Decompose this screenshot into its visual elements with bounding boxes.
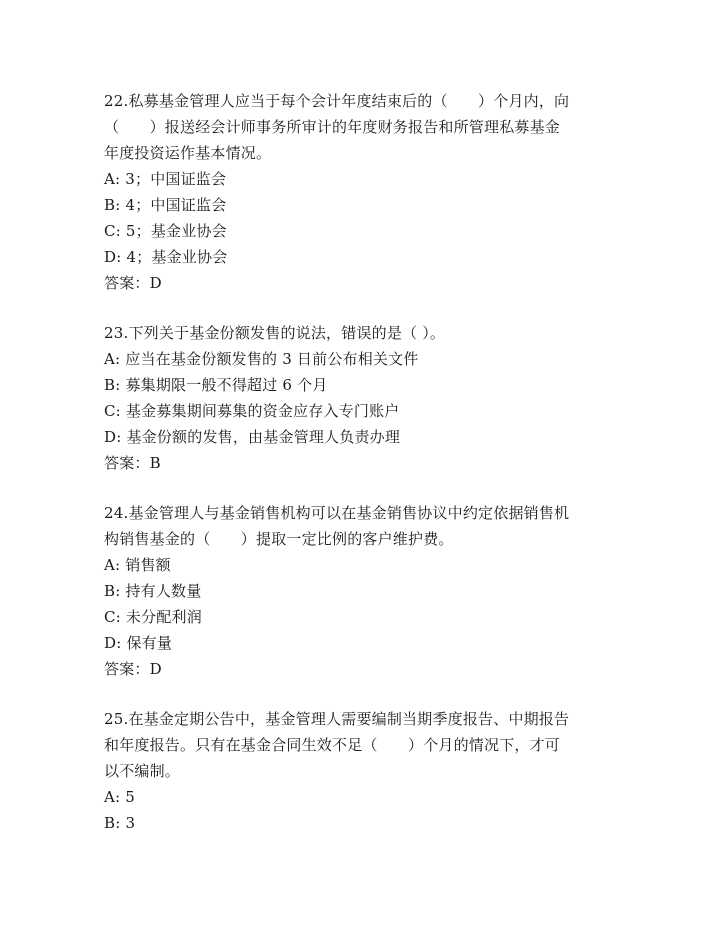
answer: 答案：D	[104, 660, 162, 678]
option-b: B: 4；中国证监会	[104, 196, 227, 214]
question-text-line: 25.在基金定期公告中，基金管理人需要编制当期季度报告、中期报告	[104, 710, 570, 728]
question-text-line: 22.私募基金管理人应当于每个会计年度结束后的（ ）个月内，向	[104, 92, 570, 110]
question-text-line: （ ）报送经会计师事务所审计的年度财务报告和所管理私募基金	[104, 118, 561, 136]
option-a: A: 应当在基金份额发售的 3 日前公布相关文件	[104, 350, 419, 368]
question-text-line: 构销售基金的（ ）提取一定比例的客户维护费。	[104, 530, 454, 548]
answer: 答案：B	[104, 454, 161, 472]
option-d: D: 保有量	[104, 634, 173, 652]
option-c: C: 未分配利润	[104, 608, 202, 626]
option-a: A: 销售额	[104, 556, 171, 574]
option-b: B: 3	[104, 814, 136, 832]
question-text-line: 年度投资运作基本情况。	[104, 144, 272, 162]
option-c: C: 5；基金业协会	[104, 222, 227, 240]
option-a: A: 5	[104, 788, 135, 806]
option-a: A: 3；中国证监会	[104, 170, 227, 188]
answer: 答案：D	[104, 274, 162, 292]
option-c: C: 基金募集期间募集的资金应存入专门账户	[104, 402, 400, 420]
question-text-line: 23.下列关于基金份额发售的说法，错误的是（ ）。	[104, 324, 446, 342]
question-22	[104, 88, 624, 296]
question-25	[104, 706, 624, 836]
option-b: B: 募集期限一般不得超过 6 个月	[104, 376, 328, 394]
option-b: B: 持有人数量	[104, 582, 202, 600]
question-text-line: 和年度报告。只有在基金合同生效不足（ ）个月的情况下，才可	[104, 736, 561, 754]
question-23	[104, 320, 624, 476]
option-d: D: 4；基金业协会	[104, 248, 228, 266]
document-page	[104, 88, 624, 836]
option-d: D: 基金份额的发售，由基金管理人负责办理	[104, 428, 401, 446]
question-text-line: 以不编制。	[104, 762, 181, 780]
question-text-line: 24.基金管理人与基金销售机构可以在基金销售协议中约定依据销售机	[104, 504, 570, 522]
question-24	[104, 500, 624, 682]
